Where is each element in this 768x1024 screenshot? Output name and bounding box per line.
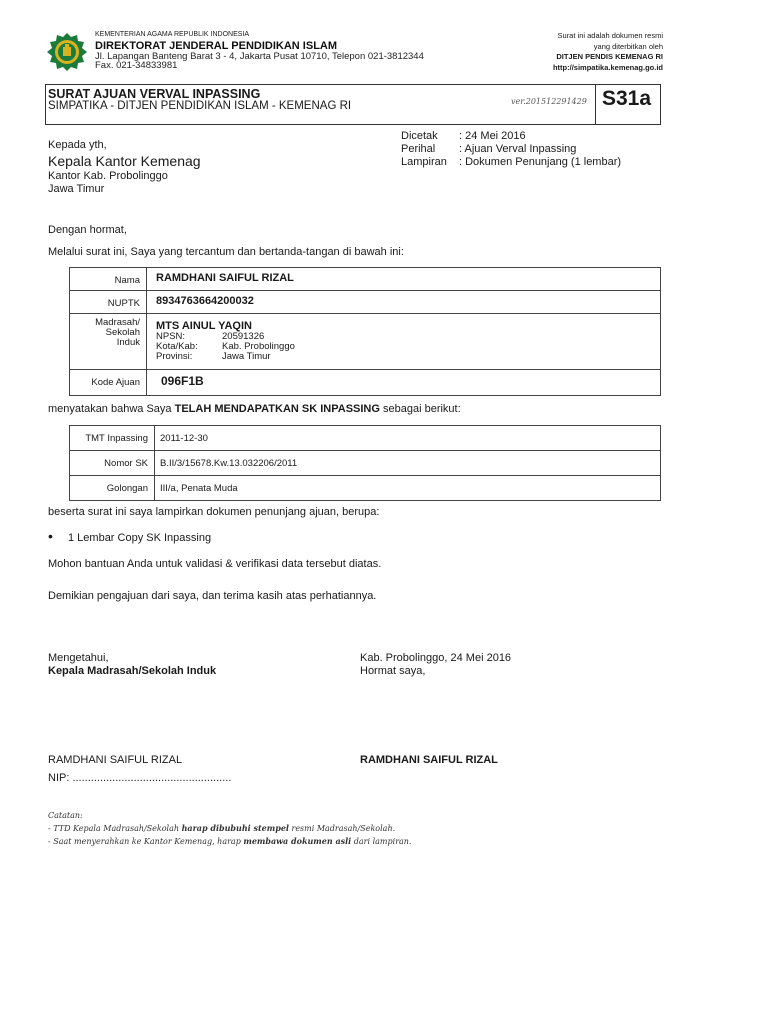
document-title: SURAT AJUAN VERVAL INPASSING (48, 87, 261, 101)
place-date: Kab. Probolinggo, 24 Mei 2016 (360, 652, 512, 664)
madrasah-value (147, 314, 661, 370)
table-row (70, 291, 661, 314)
identity-table (69, 267, 661, 396)
header-address (95, 52, 424, 70)
mengetahui-label: Mengetahui, (48, 652, 109, 664)
ministry-name: KEMENTERIAN AGAMA REPUBLIK INDONESIA (95, 31, 250, 38)
notice-url: http://simpatika.kemenag.go.id (552, 62, 663, 72)
meta-perihal: Perihal : Ajuan Verval Inpassing (401, 143, 577, 155)
note-1: - TTD Kepala Madrasah/Sekolah harap dibubuhi stempel resmi Madrasah/Sekolah. (48, 823, 396, 833)
signer-left-name: RAMDHANI SAIFUL RIZAL (48, 754, 183, 766)
table-row (70, 476, 661, 501)
note-2: - Saat menyerahkan ke Kantor Kemenag, harap membawa dokumen asli dari lampiran. (48, 836, 412, 846)
kota-line: Kota/Kab: Kab. Probolinggo (156, 341, 295, 352)
document-subtitle: SIMPATIKA - DITJEN PENDIDIKAN ISLAM - KEMENAG RI (48, 100, 352, 112)
provinsi-line: Provinsi: Jawa Timur (156, 351, 271, 362)
address-line: Jl. Lapangan Banteng Barat 3 - 4, Jakarta Pusat 10710, Telepon 021-3812344 (95, 51, 424, 62)
golongan-value: III/a, Penata Muda (155, 476, 661, 501)
signature-right (360, 652, 511, 678)
statement-text: menyatakan bahwa Saya TELAH MENDAPATKAN SK INPASSING sebagai berikut: (48, 403, 461, 415)
golongan-label: Golongan (70, 476, 155, 501)
madrasah-name: MTS AINUL YAQIN (156, 320, 252, 332)
letter-meta (401, 130, 621, 169)
nomor-sk-label: Nomor SK (70, 451, 155, 476)
notes-heading: Catatan: (48, 811, 83, 820)
kode-value: 096F1B (147, 370, 661, 396)
hormat-label: Hormat saya, (360, 665, 426, 677)
kode-label: Kode Ajuan (70, 370, 147, 396)
recipient-title: Kepala Kantor Kemenag (48, 153, 201, 169)
nama-value: RAMDHANI SAIFUL RIZAL (147, 268, 661, 291)
nomor-sk-value: B.II/3/15678.Kw.13.032206/2011 (155, 451, 661, 476)
greeting: Kepada yth, (48, 139, 107, 151)
attachments-intro: beserta surat ini saya lampirkan dokumen penunjang ajuan, berupa: (48, 506, 380, 518)
bullet-icon: • (48, 528, 53, 544)
signer-right-name: RAMDHANI SAIFUL RIZAL (360, 754, 498, 766)
table-row (70, 314, 661, 370)
nama-label: Nama (70, 268, 147, 291)
madrasah-label: Madrasah/ Sekolah Induk (70, 314, 147, 370)
intro-text: Melalui surat ini, Saya yang tercantum dan bertanda-tangan di bawah ini: (48, 246, 404, 258)
nip-field: NIP: .................................................... (48, 772, 232, 784)
table-row (70, 268, 661, 291)
directorate-name: DIREKTORAT JENDERAL PENDIDIKAN ISLAM (95, 40, 338, 52)
request-text: Mohon bantuan Anda untuk validasi & verifikasi data tersebut diatas. (48, 558, 382, 570)
notice-line-1: Surat ini adalah dokumen resmi (557, 31, 663, 40)
attachment-list-item: • 1 Lembar Copy SK Inpassing (48, 528, 212, 544)
fax-line: Fax. 021-34833981 (95, 60, 178, 71)
kepala-label: Kepala Madrasah/Sekolah Induk (48, 665, 217, 677)
table-row (70, 370, 661, 396)
version-label: ver.201512291429 (511, 97, 587, 106)
tmt-label: TMT Inpassing (70, 426, 155, 451)
tmt-value: 2011-12-30 (155, 426, 661, 451)
npsn-line: NPSN: 20591326 (156, 331, 265, 342)
office-name: Kantor Kab. Probolinggo (48, 170, 168, 182)
office-province: Jawa Timur (48, 183, 105, 195)
notice-line-2: yang diterbitkan oleh (593, 41, 663, 51)
official-notice (553, 31, 663, 73)
nuptk-value: 8934763664200032 (147, 291, 661, 314)
table-row (70, 426, 661, 451)
meta-dicetak: Dicetak : 24 Mei 2016 (401, 130, 526, 142)
notice-line-3: DITJEN PENDIS KEMENAG RI (556, 52, 663, 61)
notes (48, 809, 411, 848)
form-code: S31a (602, 87, 652, 110)
closing-text: Demikian pengajuan dari saya, dan terima kasih atas perhatiannya. (48, 590, 377, 602)
table-row (70, 451, 661, 476)
nuptk-label: NUPTK (70, 291, 147, 314)
salutation: Dengan hormat, (48, 224, 127, 236)
kemenag-logo (45, 32, 89, 72)
signature-left (48, 652, 216, 678)
sk-table (69, 425, 661, 501)
meta-lampiran: Lampiran : Dokumen Penunjang (1 lembar) (401, 156, 622, 168)
recipient-office (48, 170, 168, 196)
